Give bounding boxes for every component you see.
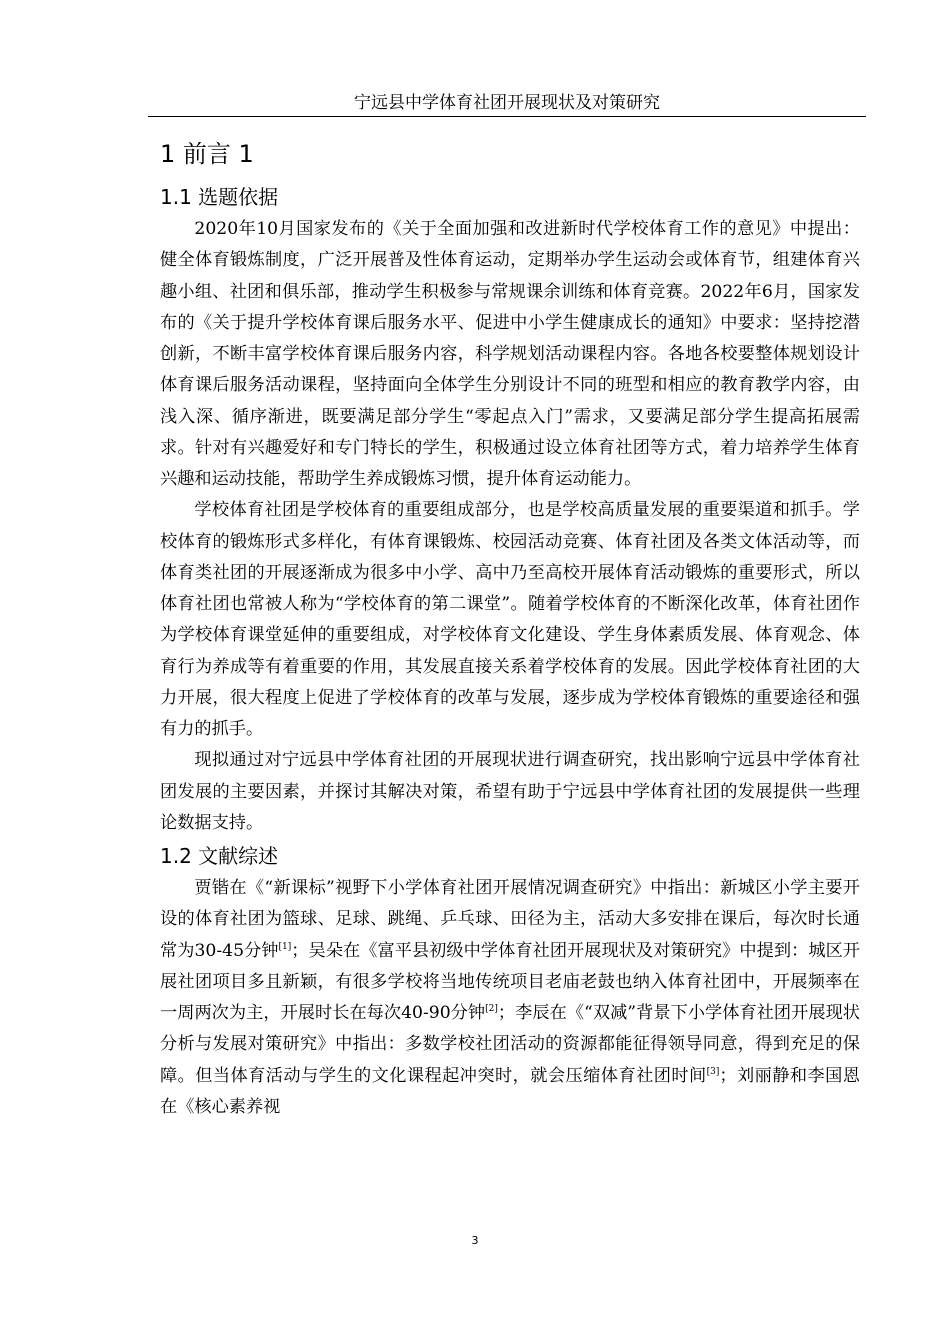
paragraph: 2020年10月国家发布的《关于全面加强和改进新时代学校体育工作的意见》中提出：健全体育锻炼制度，广泛开展普及性体育运动，定期举办学生运动会或体育节，组建体育兴趣小组、社团和俱乐部，推动学生积极参与常规课余训练和体育竞赛。2022年6月，国家发布的《关于提升学校体育课后服务水平、促进中小学生健康成长的通知》中要求：坚持挖潜创新，不断丰富学校体育课后服务内容，科学规划活动课程内容。各地各校要整体规划设计体育课后服务活动课程，坚持面向全体学生分别设计不同的班型和相应的教育教学内容，由浅入深、循序渐进，既要满足部分学生“零起点入门”需求，又要满足部分学生提高拓展需求。针对有兴趣爱好和专门特长的学生，积极通过设立体育社团等方式，着力培养学生体育兴趣和运动技能，帮助学生养成锻炼习惯，提升体育运动能力。	[160, 219, 860, 489]
paragraph-text: 贾锴在《“新课标”视野下小学体育社团开展情况调查研究》中指出：新城区小学主要开设的体育社团为篮球、足球、跳绳、乒乓球、田径为主，活动大多安排在课后，每次时长通常为30-45分钟	[160, 878, 860, 961]
citation-ref[interactable]: [3]	[706, 1066, 720, 1077]
citation-ref[interactable]: [2]	[485, 1004, 498, 1014]
chapter-title: 1 前言 1	[160, 140, 254, 168]
paragraph-text: ；李辰在《“双减”背景下小学体育社团开展现状分析与发展对策研究》中指出：多数学校社团活动的资源都能征得领导同意，得到充足的保障。但当体育活动与学生的文化课程起冲突时，就会压缩体育社团时间	[160, 1003, 860, 1086]
section-title-1-1: 1.1 选题依据	[160, 185, 279, 209]
page-content	[160, 136, 860, 1123]
header-rule	[148, 116, 866, 117]
running-header: 宁远县中学体育社团开展现状及对策研究	[354, 93, 660, 113]
paragraph-text: ；刘丽静和李国恩在《核心素养视	[160, 1065, 860, 1117]
paragraph	[160, 873, 860, 1123]
paragraph: 现拟通过对宁远县中学体育社团的开展现状进行调查研究，找出影响宁远县中学体育社团发展的主要因素，并探讨其解决对策，希望有助于宁远县中学体育社团的发展提供一些理论数据支持。	[160, 750, 860, 833]
citation-ref[interactable]: [1]	[278, 941, 292, 952]
section-title-1-2: 1.2 文献综述	[160, 844, 279, 868]
paragraph: 学校体育社团是学校体育的重要组成部分，也是学校高质量发展的重要渠道和抓手。学校体育的锻炼形式多样化，有体育课锻炼、校园活动竞赛、体育社团及各类文体活动等，而体育类社团的开展逐渐成为很多中小学、高中乃至高校开展体育活动锻炼的重要形式，所以体育社团也常被人称为“学校体育的第二课堂”。随着学校体育的不断深化改革，体育社团作为学校体育课堂延伸的重要组成，对学校体育文化建设、学生身体素质发展、体育观念、体育行为养成等有着重要的作用，其发展直接关系着学校体育的发展。因此学校体育社团的大力开展，很大程度上促进了学校体育的改革与发展，逐步成为学校体育锻炼的重要途径和强有力的抓手。	[160, 500, 860, 739]
page-number: 3	[471, 1234, 479, 1247]
paragraph-text: ；吴朵在《富平县初级中学体育社团开展现状及对策研究》中提到：城区开展社团项目多且新颖，有很多学校将当地传统项目老庙老鼓也纳入体育社团中，开展频率在一周两次为主，开展时长在每次40-90分钟	[160, 940, 860, 1023]
